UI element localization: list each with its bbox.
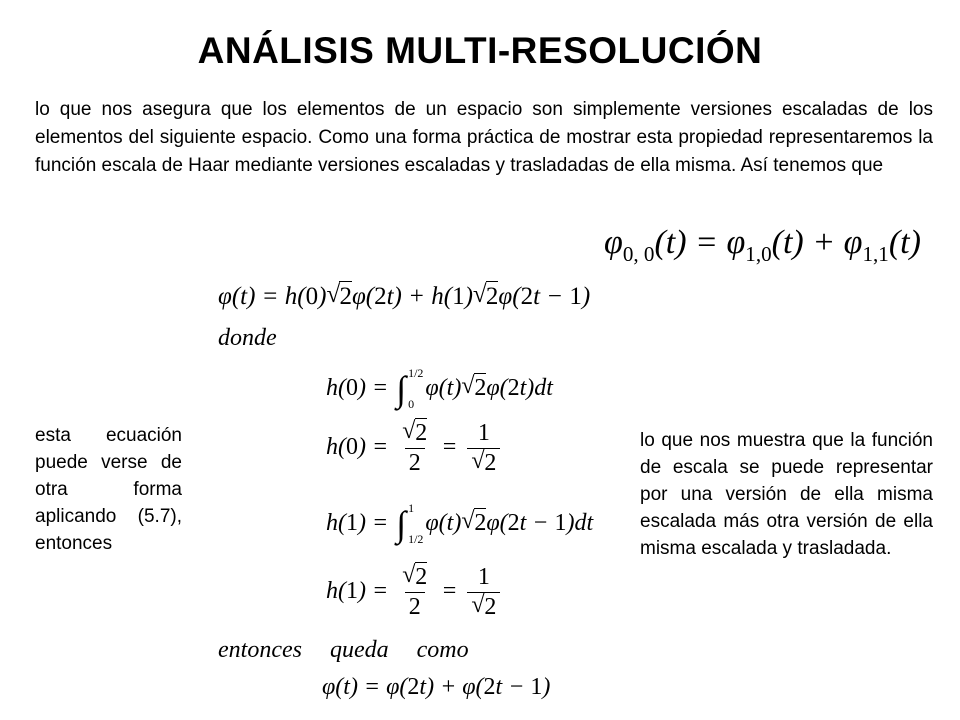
equation-refinement: φ(t) = h(0) √ 2φ(2t) + h(1) √ 2φ(2t − 1) [218, 281, 591, 310]
equation-h0-value: h(0) = √ 2 2 = 1 √ 2 [326, 420, 504, 477]
equation-h1-value: h(1) = √ 2 2 = 1 √ 2 [326, 564, 504, 621]
right-note: lo que nos muestra que la función de escala se puede representar por una versión de ella misma escalada más otra versión de ella misma escalada y trasladada. [640, 430, 933, 559]
equation-result: φ(t) = φ(2t) + φ(2t − 1) [322, 674, 551, 700]
equation-h0-integral: h(0) = ∫ 1/2 0 φ(t) √ 2φ(2t)dt [326, 366, 553, 412]
equation-h1-integral: h(1) = ∫ 1 1/2 φ(t) √ 2φ(2t − 1)dt [326, 501, 594, 547]
label-donde: donde [218, 325, 277, 351]
left-note: esta ecuación puede verse de otra forma aplicando (5.7), entonces [35, 425, 182, 554]
label-entonces-queda-como: entonces queda como [218, 637, 469, 663]
slide-title: ANÁLISIS MULTI-RESOLUCIÓN [197, 30, 763, 71]
equation-haar-relation: $\varphi_{0, 0}(t) = \varphi_{1,0}(t) + \varphi_{1,1}(t)$ [604, 224, 921, 266]
intro-paragraph: lo que nos asegura que los elementos de un espacio son simplemente versiones escaladas de los elementos del siguiente espacio. Como una forma práctica de mostrar esta propiedad representaremos la función escala de Haar mediante versiones escaladas y trasladadas de ella misma. Así tenemos que [35, 99, 933, 176]
